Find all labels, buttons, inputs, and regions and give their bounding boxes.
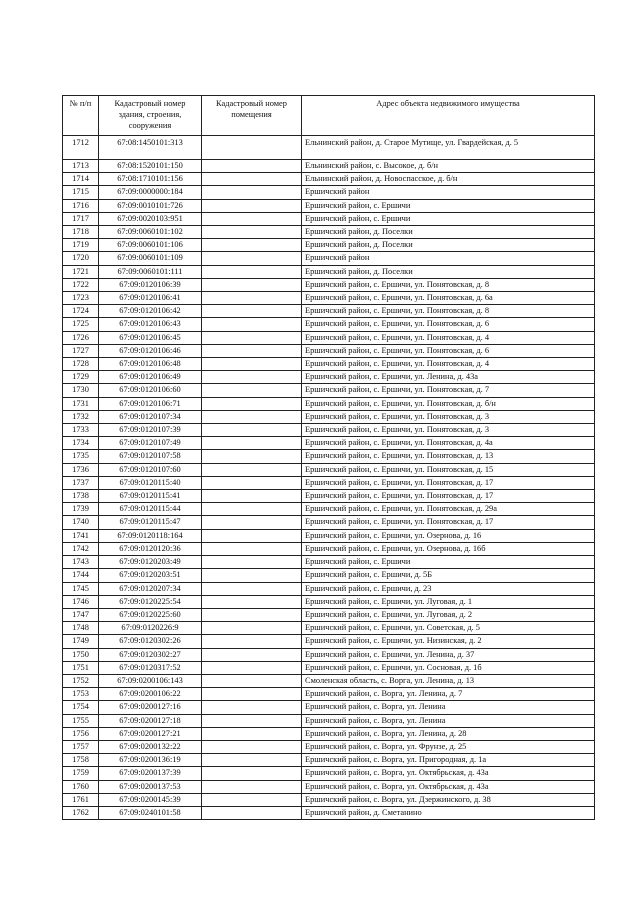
cadastral-number: 67:09:0120106:41 [99, 292, 202, 305]
address: Ершичский район, с. Ершичи, ул. Понятовская, д. 17 [302, 476, 595, 489]
row-number: 1734 [63, 437, 99, 450]
row-number: 1733 [63, 424, 99, 437]
address: Ершичский район, с. Ершичи, ул. Понятовская, д. 15 [302, 463, 595, 476]
cadastral-number: 67:09:0120115:47 [99, 516, 202, 529]
address: Ершичский район, с. Ершичи, ул. Озернова, д. 16 [302, 529, 595, 542]
address: Ершичский район, с. Ершичи, ул. Сосновая, д. 1б [302, 661, 595, 674]
table-row [63, 424, 595, 437]
table-row [63, 701, 595, 714]
address: Ершичский район, д. Сметанино [302, 806, 595, 819]
room-cadastral-number [202, 344, 302, 357]
table-row [63, 136, 595, 160]
table-row [63, 292, 595, 305]
address: Ершичский район, с. Ершичи, ул. Ленина, д. 43а [302, 371, 595, 384]
cadastral-number: 67:09:0200106:22 [99, 688, 202, 701]
address: Ершичский район, с. Ершичи, ул. Понятовская, д. 8 [302, 305, 595, 318]
room-cadastral-number [202, 740, 302, 753]
table-row [63, 661, 595, 674]
table-row [63, 199, 595, 212]
table-row [63, 450, 595, 463]
address: Ершичский район, с. Ершичи, ул. Луговая, д. 2 [302, 608, 595, 621]
cadastral-number: 67:09:0120106:49 [99, 371, 202, 384]
table-row [63, 226, 595, 239]
room-cadastral-number [202, 384, 302, 397]
address: Ершичский район, с. Ворга, ул. Дзержинского, д. 38 [302, 793, 595, 806]
room-cadastral-number [202, 595, 302, 608]
address: Ершичский район, с. Ершичи, ул. Низинская, д. 2 [302, 635, 595, 648]
cadastral-number: 67:09:0120106:42 [99, 305, 202, 318]
address: Ершичский район, с. Ершичи, ул. Понятовская, д. 29а [302, 503, 595, 516]
room-cadastral-number [202, 358, 302, 371]
row-number: 1727 [63, 344, 99, 357]
address: Ершичский район, с. Ворга, ул. Ленина, д. 28 [302, 727, 595, 740]
row-number: 1720 [63, 252, 99, 265]
cadastral-number: 67:09:0000000:184 [99, 186, 202, 199]
table-row [63, 173, 595, 186]
table-header [63, 96, 595, 136]
row-number: 1724 [63, 305, 99, 318]
table-row [63, 648, 595, 661]
address: Ершичский район, с. Ворга, ул. Октябрьская, д. 43а [302, 767, 595, 780]
room-cadastral-number [202, 569, 302, 582]
room-cadastral-number [202, 410, 302, 423]
row-number: 1737 [63, 476, 99, 489]
cadastral-number: 67:09:0120225:54 [99, 595, 202, 608]
row-number: 1716 [63, 199, 99, 212]
cadastral-number: 67:09:0120106:39 [99, 278, 202, 291]
row-number: 1752 [63, 674, 99, 687]
row-number: 1753 [63, 688, 99, 701]
row-number: 1760 [63, 780, 99, 793]
cadastral-number: 67:09:0060101:106 [99, 239, 202, 252]
row-number: 1723 [63, 292, 99, 305]
address: Ершичский район, с. Ершичи [302, 212, 595, 225]
cadastral-number: 67:09:0060101:102 [99, 226, 202, 239]
address: Ершичский район, с. Ершичи, ул. Понятовская, д. 6а [302, 292, 595, 305]
table-row [63, 767, 595, 780]
row-number: 1749 [63, 635, 99, 648]
table-row [63, 371, 595, 384]
room-cadastral-number [202, 424, 302, 437]
address: Ершичский район, с. Ершичи, ул. Понятовская, д. 4 [302, 331, 595, 344]
cadastral-number: 67:09:0120207:34 [99, 582, 202, 595]
address: Ершичский район, с. Ершичи, ул. Понятовская, д. б/н [302, 397, 595, 410]
room-cadastral-number [202, 622, 302, 635]
table-row [63, 622, 595, 635]
row-number: 1712 [63, 136, 99, 160]
cadastral-number: 67:09:0120107:60 [99, 463, 202, 476]
room-cadastral-number [202, 463, 302, 476]
row-number: 1717 [63, 212, 99, 225]
row-number: 1761 [63, 793, 99, 806]
table-row [63, 212, 595, 225]
row-number: 1731 [63, 397, 99, 410]
room-cadastral-number [202, 529, 302, 542]
room-cadastral-number [202, 437, 302, 450]
cadastral-number: 67:09:0200127:16 [99, 701, 202, 714]
room-cadastral-number [202, 476, 302, 489]
address: Ершичский район, с. Ершичи, д. 5Б [302, 569, 595, 582]
room-cadastral-number [202, 556, 302, 569]
table-row [63, 793, 595, 806]
cadastral-number: 67:09:0120106:60 [99, 384, 202, 397]
table-row [63, 437, 595, 450]
room-cadastral-number [202, 199, 302, 212]
table-row [63, 318, 595, 331]
table-row [63, 252, 595, 265]
address: Ершичский район, д. Поселки [302, 239, 595, 252]
room-cadastral-number [202, 608, 302, 621]
row-number: 1735 [63, 450, 99, 463]
row-number: 1754 [63, 701, 99, 714]
room-cadastral-number [202, 767, 302, 780]
table-row [63, 358, 595, 371]
address: Ершичский район, с. Ершичи, ул. Понятовская, д. 6 [302, 344, 595, 357]
cadastral-number: 67:09:0120120:36 [99, 542, 202, 555]
cadastral-number: 67:09:0120107:39 [99, 424, 202, 437]
cadastral-number: 67:09:0200106:143 [99, 674, 202, 687]
row-number: 1718 [63, 226, 99, 239]
table-row [63, 160, 595, 173]
cadastral-number: 67:09:0120203:49 [99, 556, 202, 569]
address: Ершичский район, д. Поселки [302, 226, 595, 239]
header-num: № п/п [63, 96, 99, 136]
cadastral-number: 67:08:1450101:313 [99, 136, 202, 160]
table-row [63, 727, 595, 740]
table-row [63, 490, 595, 503]
row-number: 1744 [63, 569, 99, 582]
room-cadastral-number [202, 186, 302, 199]
cadastral-number: 67:09:0120302:27 [99, 648, 202, 661]
table-row [63, 806, 595, 819]
cadastral-number: 67:09:0200145:39 [99, 793, 202, 806]
room-cadastral-number [202, 318, 302, 331]
table-row [63, 674, 595, 687]
table-row [63, 635, 595, 648]
cadastral-number: 67:09:0240101:58 [99, 806, 202, 819]
table-row [63, 265, 595, 278]
table-row [63, 239, 595, 252]
cadastral-number: 67:09:0200127:18 [99, 714, 202, 727]
row-number: 1759 [63, 767, 99, 780]
row-number: 1715 [63, 186, 99, 199]
address: Ершичский район, с. Ершичи, д. 23 [302, 582, 595, 595]
row-number: 1746 [63, 595, 99, 608]
room-cadastral-number [202, 371, 302, 384]
table-row [63, 344, 595, 357]
table-row [63, 384, 595, 397]
address: Ершичский район [302, 252, 595, 265]
cadastral-number: 67:08:1710101:156 [99, 173, 202, 186]
address: Ершичский район, с. Ворга, ул. Октябрьская, д. 43а [302, 780, 595, 793]
row-number: 1713 [63, 160, 99, 173]
table-row [63, 305, 595, 318]
row-number: 1729 [63, 371, 99, 384]
table-row [63, 608, 595, 621]
table-row [63, 331, 595, 344]
row-number: 1738 [63, 490, 99, 503]
row-number: 1736 [63, 463, 99, 476]
table-row [63, 542, 595, 555]
table-row [63, 529, 595, 542]
row-number: 1730 [63, 384, 99, 397]
cadastral-number: 67:09:0120118:164 [99, 529, 202, 542]
room-cadastral-number [202, 305, 302, 318]
cadastral-number: 67:09:0200137:39 [99, 767, 202, 780]
address: Ершичский район, с. Ершичи, ул. Понятовская, д. 17 [302, 490, 595, 503]
room-cadastral-number [202, 674, 302, 687]
table-row [63, 688, 595, 701]
room-cadastral-number [202, 780, 302, 793]
address: Ершичский район, с. Ершичи, ул. Понятовская, д. 7 [302, 384, 595, 397]
address: Ершичский район, с. Ершичи, ул. Ленина, д. 37 [302, 648, 595, 661]
cadastral-number: 67:09:0120106:48 [99, 358, 202, 371]
row-number: 1714 [63, 173, 99, 186]
address: Ершичский район [302, 186, 595, 199]
row-number: 1748 [63, 622, 99, 635]
cadastral-number: 67:08:1520101:150 [99, 160, 202, 173]
room-cadastral-number [202, 252, 302, 265]
cadastral-number: 67:09:0120107:34 [99, 410, 202, 423]
address: Ершичский район, д. Поселки [302, 265, 595, 278]
cadastral-number: 67:09:0200137:53 [99, 780, 202, 793]
row-number: 1726 [63, 331, 99, 344]
table-row [63, 410, 595, 423]
address: Ершичский район, с. Ершичи [302, 556, 595, 569]
room-cadastral-number [202, 292, 302, 305]
address: Ершичский район, с. Ершичи, ул. Понятовская, д. 8 [302, 278, 595, 291]
cadastral-number: 67:09:0120106:46 [99, 344, 202, 357]
table-row [63, 714, 595, 727]
table-row [63, 556, 595, 569]
room-cadastral-number [202, 542, 302, 555]
cadastral-number: 67:09:0120115:40 [99, 476, 202, 489]
cadastral-number: 67:09:0120115:44 [99, 503, 202, 516]
cadastral-number: 67:09:0120226:9 [99, 622, 202, 635]
row-number: 1740 [63, 516, 99, 529]
row-number: 1725 [63, 318, 99, 331]
cadastral-number: 67:09:0120302:26 [99, 635, 202, 648]
room-cadastral-number [202, 754, 302, 767]
room-cadastral-number [202, 635, 302, 648]
table-row [63, 186, 595, 199]
cadastral-number: 67:09:0200132:22 [99, 740, 202, 753]
room-cadastral-number [202, 516, 302, 529]
table-row [63, 582, 595, 595]
row-number: 1743 [63, 556, 99, 569]
room-cadastral-number [202, 397, 302, 410]
row-number: 1751 [63, 661, 99, 674]
cadastral-number: 67:09:0200136:19 [99, 754, 202, 767]
address: Ершичский район, с. Ершичи, ул. Понятовская, д. 4а [302, 437, 595, 450]
cadastral-number: 67:09:0120225:60 [99, 608, 202, 621]
address: Ершичский район, с. Ворга, ул. Фрунзе, д. 25 [302, 740, 595, 753]
address: Ершичский район, с. Ершичи, ул. Понятовская, д. 3 [302, 410, 595, 423]
cadastral-number: 67:09:0020103:951 [99, 212, 202, 225]
address: Ершичский район, с. Ворга, ул. Ленина, д. 7 [302, 688, 595, 701]
room-cadastral-number [202, 331, 302, 344]
room-cadastral-number [202, 503, 302, 516]
address: Ершичский район, с. Ворга, ул. Пригородная, д. 1а [302, 754, 595, 767]
cadastral-number: 67:09:0060101:109 [99, 252, 202, 265]
cadastral-number: 67:09:0200127:21 [99, 727, 202, 740]
table-row [63, 463, 595, 476]
row-number: 1739 [63, 503, 99, 516]
cadastral-number: 67:09:0120107:49 [99, 437, 202, 450]
table-body [63, 136, 595, 820]
table-row [63, 740, 595, 753]
address: Ельнинский район, д. Старое Мутище, ул. Гвардейская, д. 5 [302, 136, 595, 160]
cadastral-number: 67:09:0120106:43 [99, 318, 202, 331]
room-cadastral-number [202, 265, 302, 278]
address: Ершичский район, с. Ершичи, ул. Понятовская, д. 17 [302, 516, 595, 529]
row-number: 1762 [63, 806, 99, 819]
header-address: Адрес объекта недвижимого имущества [302, 96, 595, 136]
cadastral-number: 67:09:0120317:52 [99, 661, 202, 674]
cadastral-number: 67:09:0120203:51 [99, 569, 202, 582]
cadastral-number: 67:09:0060101:111 [99, 265, 202, 278]
cadastral-number: 67:09:0120115:41 [99, 490, 202, 503]
address: Ершичский район, с. Ворга, ул. Ленина [302, 714, 595, 727]
address: Ершичский район, с. Ершичи, ул. Озернова, д. 16б [302, 542, 595, 555]
row-number: 1728 [63, 358, 99, 371]
cadastral-number: 67:09:0120106:45 [99, 331, 202, 344]
row-number: 1758 [63, 754, 99, 767]
table-row [63, 476, 595, 489]
header-cadastral-room: Кадастровый номер помещения [202, 96, 302, 136]
table-row [63, 516, 595, 529]
address: Смоленская область, с. Ворга, ул. Ленина, д. 13 [302, 674, 595, 687]
header-cadastral-building: Кадастровый номер здания, строения, сооружения [99, 96, 202, 136]
row-number: 1747 [63, 608, 99, 621]
room-cadastral-number [202, 582, 302, 595]
room-cadastral-number [202, 714, 302, 727]
room-cadastral-number [202, 793, 302, 806]
row-number: 1757 [63, 740, 99, 753]
address: Ершичский район, с. Ершичи, ул. Понятовская, д. 6 [302, 318, 595, 331]
room-cadastral-number [202, 727, 302, 740]
table-row [63, 503, 595, 516]
room-cadastral-number [202, 806, 302, 819]
address: Ельнинский район, д. Новоспасское, д. б/н [302, 173, 595, 186]
cadastral-number: 67:09:0120107:58 [99, 450, 202, 463]
row-number: 1722 [63, 278, 99, 291]
address: Ершичский район, с. Ершичи, ул. Советская, д. 5 [302, 622, 595, 635]
table-row [63, 278, 595, 291]
row-number: 1719 [63, 239, 99, 252]
room-cadastral-number [202, 226, 302, 239]
table-row [63, 754, 595, 767]
row-number: 1741 [63, 529, 99, 542]
room-cadastral-number [202, 278, 302, 291]
room-cadastral-number [202, 173, 302, 186]
address: Ершичский район, с. Ершичи, ул. Понятовская, д. 3 [302, 424, 595, 437]
room-cadastral-number [202, 450, 302, 463]
address: Ершичский район, с. Ершичи, ул. Понятовская, д. 4 [302, 358, 595, 371]
row-number: 1732 [63, 410, 99, 423]
row-number: 1750 [63, 648, 99, 661]
room-cadastral-number [202, 212, 302, 225]
row-number: 1721 [63, 265, 99, 278]
property-register-table [62, 95, 595, 820]
room-cadastral-number [202, 688, 302, 701]
table-row [63, 569, 595, 582]
address: Ершичский район, с. Ершичи, ул. Луговая, д. 1 [302, 595, 595, 608]
table-row [63, 397, 595, 410]
room-cadastral-number [202, 160, 302, 173]
room-cadastral-number [202, 239, 302, 252]
address: Ельнинский район, с. Высокое, д. б/н [302, 160, 595, 173]
row-number: 1745 [63, 582, 99, 595]
address: Ершичский район, с. Ершичи, ул. Понятовская, д. 13 [302, 450, 595, 463]
room-cadastral-number [202, 490, 302, 503]
row-number: 1742 [63, 542, 99, 555]
cadastral-number: 67:09:0120106:71 [99, 397, 202, 410]
table-row [63, 780, 595, 793]
room-cadastral-number [202, 136, 302, 160]
row-number: 1755 [63, 714, 99, 727]
room-cadastral-number [202, 648, 302, 661]
row-number: 1756 [63, 727, 99, 740]
address: Ершичский район, с. Ершичи [302, 199, 595, 212]
table-row [63, 595, 595, 608]
address: Ершичский район, с. Ворга, ул. Ленина [302, 701, 595, 714]
room-cadastral-number [202, 701, 302, 714]
cadastral-number: 67:09:0010101:726 [99, 199, 202, 212]
room-cadastral-number [202, 661, 302, 674]
